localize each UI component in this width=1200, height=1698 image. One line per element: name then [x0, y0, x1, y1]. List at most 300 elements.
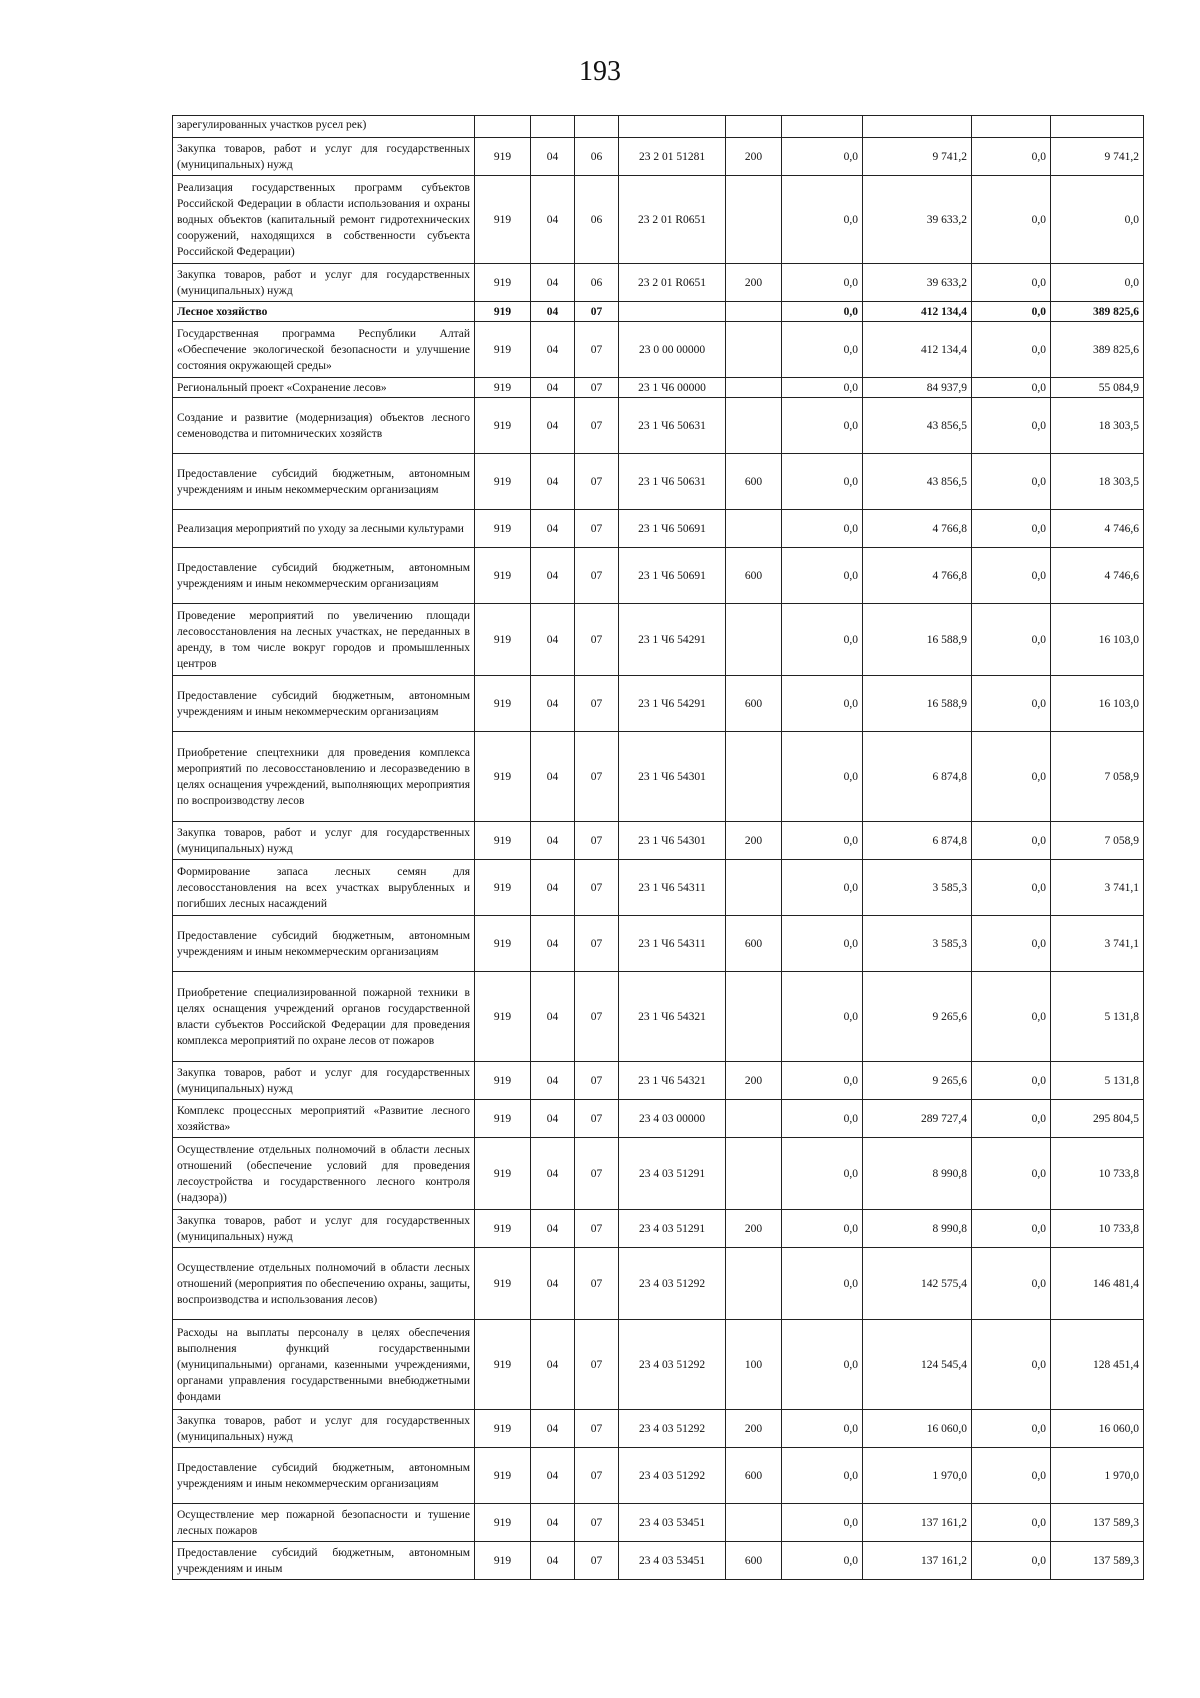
ministry-code-cell: 919 — [475, 676, 531, 732]
row-name-cell: Закупка товаров, работ и услуг для государственных (муниципальных) нужд — [173, 1210, 475, 1248]
amount-cell-4: 4 746,6 — [1051, 548, 1144, 604]
ministry-code-cell: 919 — [475, 138, 531, 176]
amount-cell-3: 0,0 — [972, 1504, 1051, 1542]
row-name-cell: Осуществление мер пожарной безопасности и тушение лесных пожаров — [173, 1504, 475, 1542]
amount-cell-2: 3 585,3 — [863, 860, 972, 916]
expense-type-cell — [726, 116, 782, 138]
target-article-cell: 23 4 03 51292 — [619, 1248, 726, 1320]
ministry-code-cell: 919 — [475, 972, 531, 1062]
target-article-cell: 23 1 Ч6 54301 — [619, 732, 726, 822]
subsection-code-cell: 07 — [575, 1542, 619, 1580]
ministry-code-cell: 919 — [475, 860, 531, 916]
amount-cell-1: 0,0 — [782, 860, 863, 916]
table-row — [173, 1138, 1144, 1210]
amount-cell-3: 0,0 — [972, 1100, 1051, 1138]
table-row — [173, 1504, 1144, 1542]
amount-cell-3: 0,0 — [972, 822, 1051, 860]
subsection-code-cell: 07 — [575, 1448, 619, 1504]
expense-type-cell: 600 — [726, 548, 782, 604]
amount-cell-4: 0,0 — [1051, 264, 1144, 302]
amount-cell-1: 0,0 — [782, 1248, 863, 1320]
section-code-cell: 04 — [531, 822, 575, 860]
target-article-cell: 23 1 Ч6 50631 — [619, 398, 726, 454]
amount-cell-4: 7 058,9 — [1051, 822, 1144, 860]
expense-type-cell: 600 — [726, 1542, 782, 1580]
target-article-cell: 23 4 03 53451 — [619, 1504, 726, 1542]
row-name-cell: Комплекс процессных мероприятий «Развитие лесного хозяйства» — [173, 1100, 475, 1138]
subsection-code-cell: 07 — [575, 676, 619, 732]
subsection-code-cell: 06 — [575, 264, 619, 302]
table-row — [173, 264, 1144, 302]
amount-cell-3: 0,0 — [972, 454, 1051, 510]
table-row — [173, 378, 1144, 398]
table-row — [173, 972, 1144, 1062]
section-code-cell: 04 — [531, 176, 575, 264]
amount-cell-1: 0,0 — [782, 1410, 863, 1448]
amount-cell-4: 295 804,5 — [1051, 1100, 1144, 1138]
target-article-cell: 23 1 Ч6 54311 — [619, 860, 726, 916]
amount-cell-4: 1 970,0 — [1051, 1448, 1144, 1504]
target-article-cell: 23 4 03 51292 — [619, 1448, 726, 1504]
amount-cell-4: 18 303,5 — [1051, 454, 1144, 510]
ministry-code-cell: 919 — [475, 510, 531, 548]
amount-cell-2: 16 588,9 — [863, 676, 972, 732]
ministry-code-cell: 919 — [475, 548, 531, 604]
ministry-code-cell: 919 — [475, 1504, 531, 1542]
ministry-code-cell: 919 — [475, 322, 531, 378]
amount-cell-3: 0,0 — [972, 1138, 1051, 1210]
amount-cell-4: 3 741,1 — [1051, 860, 1144, 916]
amount-cell-4: 0,0 — [1051, 176, 1144, 264]
section-code-cell: 04 — [531, 264, 575, 302]
expense-type-cell — [726, 732, 782, 822]
amount-cell-4: 16 060,0 — [1051, 1410, 1144, 1448]
target-article-cell: 23 1 Ч6 54321 — [619, 1062, 726, 1100]
section-code-cell: 04 — [531, 732, 575, 822]
expense-type-cell: 200 — [726, 138, 782, 176]
table-row — [173, 176, 1144, 264]
section-code-cell: 04 — [531, 398, 575, 454]
expense-type-cell — [726, 1504, 782, 1542]
amount-cell-1: 0,0 — [782, 322, 863, 378]
amount-cell-1: 0,0 — [782, 1542, 863, 1580]
amount-cell-2: 137 161,2 — [863, 1504, 972, 1542]
amount-cell-4: 10 733,8 — [1051, 1210, 1144, 1248]
amount-cell-1: 0,0 — [782, 302, 863, 322]
amount-cell-3: 0,0 — [972, 322, 1051, 378]
target-article-cell: 23 1 Ч6 50631 — [619, 454, 726, 510]
row-name-cell: Региональный проект «Сохранение лесов» — [173, 378, 475, 398]
page-number: 193 — [579, 56, 621, 87]
row-name-cell: Приобретение спецтехники для проведения комплекса мероприятий по лесовосстановлению и лесоразведению в целях оснащения учреждений, выполняющих мероприятия по воспроизводству лесов — [173, 732, 475, 822]
section-code-cell: 04 — [531, 1138, 575, 1210]
ministry-code-cell: 919 — [475, 454, 531, 510]
subsection-code-cell: 07 — [575, 822, 619, 860]
target-article-cell: 23 2 01 R0651 — [619, 264, 726, 302]
amount-cell-3: 0,0 — [972, 732, 1051, 822]
amount-cell-2: 124 545,4 — [863, 1320, 972, 1410]
subsection-code-cell: 07 — [575, 322, 619, 378]
subsection-code-cell: 07 — [575, 1210, 619, 1248]
amount-cell-1: 0,0 — [782, 604, 863, 676]
amount-cell-2: 4 766,8 — [863, 548, 972, 604]
subsection-code-cell: 07 — [575, 972, 619, 1062]
row-name-cell: Предоставление субсидий бюджетным, автономным учреждениям и иным некоммерческим организациям — [173, 454, 475, 510]
expense-type-cell: 600 — [726, 676, 782, 732]
section-code-cell: 04 — [531, 1210, 575, 1248]
amount-cell-4: 128 451,4 — [1051, 1320, 1144, 1410]
amount-cell-4: 7 058,9 — [1051, 732, 1144, 822]
section-code-cell: 04 — [531, 378, 575, 398]
amount-cell-3: 0,0 — [972, 548, 1051, 604]
subsection-code-cell: 07 — [575, 1410, 619, 1448]
ministry-code-cell: 919 — [475, 732, 531, 822]
amount-cell-2: 39 633,2 — [863, 264, 972, 302]
row-name-cell: Предоставление субсидий бюджетным, автономным учреждениям и иным некоммерческим организациям — [173, 1448, 475, 1504]
target-article-cell: 23 4 03 51291 — [619, 1138, 726, 1210]
row-name-cell: Закупка товаров, работ и услуг для государственных (муниципальных) нужд — [173, 822, 475, 860]
row-name-cell: Формирование запаса лесных семян для лесовосстановления на всех участках вырубленных и погибших лесных насаждений — [173, 860, 475, 916]
amount-cell-2: 39 633,2 — [863, 176, 972, 264]
table-row — [173, 860, 1144, 916]
subsection-code-cell: 07 — [575, 604, 619, 676]
subsection-code-cell: 07 — [575, 1248, 619, 1320]
subsection-code-cell: 07 — [575, 378, 619, 398]
amount-cell-3: 0,0 — [972, 1448, 1051, 1504]
amount-cell-2: 16 588,9 — [863, 604, 972, 676]
amount-cell-3: 0,0 — [972, 378, 1051, 398]
ministry-code-cell: 919 — [475, 1100, 531, 1138]
amount-cell-3: 0,0 — [972, 604, 1051, 676]
ministry-code-cell: 919 — [475, 264, 531, 302]
amount-cell-1: 0,0 — [782, 398, 863, 454]
section-code-cell: 04 — [531, 1542, 575, 1580]
subsection-code-cell: 07 — [575, 732, 619, 822]
section-code-cell: 04 — [531, 510, 575, 548]
table-row — [173, 138, 1144, 176]
ministry-code-cell: 919 — [475, 1448, 531, 1504]
section-code-cell: 04 — [531, 676, 575, 732]
expense-type-cell — [726, 860, 782, 916]
amount-cell-1: 0,0 — [782, 972, 863, 1062]
section-code-cell: 04 — [531, 1504, 575, 1542]
ministry-code-cell: 919 — [475, 1248, 531, 1320]
subsection-code-cell: 07 — [575, 1504, 619, 1542]
table-row — [173, 1410, 1144, 1448]
budget-table-body — [173, 116, 1144, 1580]
amount-cell-2 — [863, 116, 972, 138]
amount-cell-1 — [782, 116, 863, 138]
row-name-cell: Закупка товаров, работ и услуг для государственных (муниципальных) нужд — [173, 264, 475, 302]
amount-cell-3: 0,0 — [972, 302, 1051, 322]
amount-cell-1: 0,0 — [782, 138, 863, 176]
amount-cell-2: 289 727,4 — [863, 1100, 972, 1138]
amount-cell-2: 43 856,5 — [863, 398, 972, 454]
target-article-cell: 23 1 Ч6 54311 — [619, 916, 726, 972]
amount-cell-2: 9 265,6 — [863, 1062, 972, 1100]
row-name-cell: Предоставление субсидий бюджетным, автономным учреждениям и иным некоммерческим организациям — [173, 676, 475, 732]
amount-cell-3: 0,0 — [972, 1410, 1051, 1448]
ministry-code-cell: 919 — [475, 1542, 531, 1580]
table-row — [173, 116, 1144, 138]
row-name-cell: Закупка товаров, работ и услуг для государственных (муниципальных) нужд — [173, 138, 475, 176]
amount-cell-4: 146 481,4 — [1051, 1248, 1144, 1320]
amount-cell-4: 137 589,3 — [1051, 1542, 1144, 1580]
amount-cell-2: 142 575,4 — [863, 1248, 972, 1320]
table-row — [173, 1100, 1144, 1138]
table-row — [173, 1448, 1144, 1504]
amount-cell-1: 0,0 — [782, 264, 863, 302]
subsection-code-cell: 07 — [575, 454, 619, 510]
subsection-code-cell: 07 — [575, 398, 619, 454]
target-article-cell: 23 1 Ч6 50691 — [619, 510, 726, 548]
row-name-cell: Предоставление субсидий бюджетным, автономным учреждениям и иным некоммерческим организациям — [173, 548, 475, 604]
ministry-code-cell — [475, 116, 531, 138]
ministry-code-cell: 919 — [475, 302, 531, 322]
row-name-cell: Закупка товаров, работ и услуг для государственных (муниципальных) нужд — [173, 1410, 475, 1448]
section-code-cell: 04 — [531, 916, 575, 972]
amount-cell-1: 0,0 — [782, 510, 863, 548]
expense-type-cell — [726, 398, 782, 454]
section-code-cell: 04 — [531, 860, 575, 916]
table-row — [173, 676, 1144, 732]
amount-cell-2: 6 874,8 — [863, 822, 972, 860]
amount-cell-4: 5 131,8 — [1051, 1062, 1144, 1100]
expense-type-cell: 200 — [726, 1210, 782, 1248]
ministry-code-cell: 919 — [475, 1320, 531, 1410]
amount-cell-3: 0,0 — [972, 510, 1051, 548]
row-name-cell: Осуществление отдельных полномочий в области лесных отношений (обеспечение условий для проведения лесоустройства и государственного лесного контроля (надзора)) — [173, 1138, 475, 1210]
expense-type-cell — [726, 378, 782, 398]
expense-type-cell — [726, 322, 782, 378]
amount-cell-4: 16 103,0 — [1051, 676, 1144, 732]
amount-cell-4 — [1051, 116, 1144, 138]
ministry-code-cell: 919 — [475, 398, 531, 454]
expense-type-cell: 200 — [726, 1410, 782, 1448]
target-article-cell: 23 1 Ч6 54291 — [619, 604, 726, 676]
subsection-code-cell: 07 — [575, 1138, 619, 1210]
amount-cell-1: 0,0 — [782, 1320, 863, 1410]
amount-cell-1: 0,0 — [782, 1504, 863, 1542]
amount-cell-3 — [972, 116, 1051, 138]
expense-type-cell: 600 — [726, 916, 782, 972]
table-row — [173, 548, 1144, 604]
row-name-cell: Создание и развитие (модернизация) объектов лесного семеноводства и питомнических хозяйств — [173, 398, 475, 454]
section-code-cell: 04 — [531, 1410, 575, 1448]
section-code-cell: 04 — [531, 138, 575, 176]
target-article-cell: 23 4 03 53451 — [619, 1542, 726, 1580]
amount-cell-1: 0,0 — [782, 1100, 863, 1138]
section-code-cell: 04 — [531, 548, 575, 604]
target-article-cell: 23 1 Ч6 54301 — [619, 822, 726, 860]
table-row — [173, 454, 1144, 510]
expense-type-cell: 600 — [726, 1448, 782, 1504]
row-name-cell: Реализация мероприятий по уходу за лесными культурами — [173, 510, 475, 548]
amount-cell-4: 389 825,6 — [1051, 302, 1144, 322]
amount-cell-3: 0,0 — [972, 1062, 1051, 1100]
table-row — [173, 1320, 1144, 1410]
table-row — [173, 1248, 1144, 1320]
amount-cell-2: 43 856,5 — [863, 454, 972, 510]
row-name-cell: зарегулированных участков русел рек) — [173, 116, 475, 138]
ministry-code-cell: 919 — [475, 1210, 531, 1248]
target-article-cell — [619, 116, 726, 138]
amount-cell-1: 0,0 — [782, 732, 863, 822]
row-name-cell: Расходы на выплаты персоналу в целях обеспечения выполнения функций государственными (муниципальными) органами, казенными учреждениями, органами управления государственными внебюджетными фондами — [173, 1320, 475, 1410]
amount-cell-3: 0,0 — [972, 138, 1051, 176]
expense-type-cell: 200 — [726, 264, 782, 302]
table-row — [173, 1062, 1144, 1100]
row-name-cell: Закупка товаров, работ и услуг для государственных (муниципальных) нужд — [173, 1062, 475, 1100]
amount-cell-3: 0,0 — [972, 916, 1051, 972]
expense-type-cell — [726, 604, 782, 676]
row-name-cell: Предоставление субсидий бюджетным, автономным учреждениям и иным — [173, 1542, 475, 1580]
amount-cell-2: 1 970,0 — [863, 1448, 972, 1504]
amount-cell-1: 0,0 — [782, 1138, 863, 1210]
amount-cell-2: 16 060,0 — [863, 1410, 972, 1448]
amount-cell-1: 0,0 — [782, 378, 863, 398]
expense-type-cell — [726, 1100, 782, 1138]
subsection-code-cell: 07 — [575, 916, 619, 972]
section-code-cell: 04 — [531, 322, 575, 378]
table-row — [173, 322, 1144, 378]
target-article-cell: 23 1 Ч6 54321 — [619, 972, 726, 1062]
amount-cell-4: 16 103,0 — [1051, 604, 1144, 676]
ministry-code-cell: 919 — [475, 378, 531, 398]
table-row — [173, 1210, 1144, 1248]
amount-cell-1: 0,0 — [782, 1210, 863, 1248]
expense-type-cell: 200 — [726, 822, 782, 860]
ministry-code-cell: 919 — [475, 604, 531, 676]
section-code-cell: 04 — [531, 454, 575, 510]
subsection-code-cell: 07 — [575, 302, 619, 322]
row-name-cell: Государственная программа Республики Алтай «Обеспечение экологической безопасности и улучшение состояния окружающей среды» — [173, 322, 475, 378]
amount-cell-1: 0,0 — [782, 176, 863, 264]
subsection-code-cell: 06 — [575, 176, 619, 264]
row-name-cell: Приобретение специализированной пожарной техники в целях оснащения учреждений органов государственной власти субъектов Российской Федерации для проведения комплекса мероприятий по охране лесов от пожаров — [173, 972, 475, 1062]
amount-cell-3: 0,0 — [972, 1210, 1051, 1248]
amount-cell-2: 8 990,8 — [863, 1138, 972, 1210]
target-article-cell: 23 4 03 00000 — [619, 1100, 726, 1138]
ministry-code-cell: 919 — [475, 822, 531, 860]
table-row — [173, 916, 1144, 972]
target-article-cell: 23 2 01 51281 — [619, 138, 726, 176]
amount-cell-4: 137 589,3 — [1051, 1504, 1144, 1542]
section-code-cell: 04 — [531, 1448, 575, 1504]
amount-cell-4: 3 741,1 — [1051, 916, 1144, 972]
amount-cell-3: 0,0 — [972, 176, 1051, 264]
amount-cell-3: 0,0 — [972, 1320, 1051, 1410]
amount-cell-4: 18 303,5 — [1051, 398, 1144, 454]
table-row — [173, 604, 1144, 676]
expense-type-cell — [726, 972, 782, 1062]
expense-type-cell — [726, 302, 782, 322]
target-article-cell: 23 4 03 51292 — [619, 1410, 726, 1448]
amount-cell-2: 6 874,8 — [863, 732, 972, 822]
table-row — [173, 398, 1144, 454]
subsection-code-cell: 07 — [575, 510, 619, 548]
section-code-cell: 04 — [531, 302, 575, 322]
amount-cell-4: 5 131,8 — [1051, 972, 1144, 1062]
amount-cell-1: 0,0 — [782, 548, 863, 604]
table-row — [173, 1542, 1144, 1580]
target-article-cell: 23 2 01 R0651 — [619, 176, 726, 264]
subsection-code-cell — [575, 116, 619, 138]
amount-cell-4: 9 741,2 — [1051, 138, 1144, 176]
ministry-code-cell: 919 — [475, 1138, 531, 1210]
section-code-cell: 04 — [531, 1320, 575, 1410]
ministry-code-cell: 919 — [475, 1062, 531, 1100]
expense-type-cell — [726, 176, 782, 264]
amount-cell-4: 4 746,6 — [1051, 510, 1144, 548]
subsection-code-cell: 07 — [575, 860, 619, 916]
amount-cell-3: 0,0 — [972, 860, 1051, 916]
target-article-cell — [619, 302, 726, 322]
amount-cell-2: 137 161,2 — [863, 1542, 972, 1580]
target-article-cell: 23 4 03 51291 — [619, 1210, 726, 1248]
section-code-cell: 04 — [531, 604, 575, 676]
subsection-code-cell: 07 — [575, 1100, 619, 1138]
section-code-cell: 04 — [531, 1248, 575, 1320]
expense-type-cell — [726, 1248, 782, 1320]
ministry-code-cell: 919 — [475, 916, 531, 972]
row-name-cell: Проведение мероприятий по увеличению площади лесовосстановления на лесных участках, не переданных в аренду, в том числе вокруг городов и промышленных центров — [173, 604, 475, 676]
row-name-cell: Осуществление отдельных полномочий в области лесных отношений (мероприятия по обеспечению охраны, защиты, воспроизводства и использования лесов) — [173, 1248, 475, 1320]
table-row — [173, 822, 1144, 860]
target-article-cell: 23 4 03 51292 — [619, 1320, 726, 1410]
amount-cell-3: 0,0 — [972, 972, 1051, 1062]
table-row — [173, 510, 1144, 548]
amount-cell-2: 4 766,8 — [863, 510, 972, 548]
amount-cell-1: 0,0 — [782, 916, 863, 972]
amount-cell-4: 55 084,9 — [1051, 378, 1144, 398]
section-code-cell: 04 — [531, 1100, 575, 1138]
subsection-code-cell: 07 — [575, 1062, 619, 1100]
amount-cell-3: 0,0 — [972, 398, 1051, 454]
ministry-code-cell: 919 — [475, 1410, 531, 1448]
expense-type-cell: 100 — [726, 1320, 782, 1410]
section-code-cell: 04 — [531, 1062, 575, 1100]
amount-cell-2: 9 265,6 — [863, 972, 972, 1062]
row-name-cell: Лесное хозяйство — [173, 302, 475, 322]
amount-cell-3: 0,0 — [972, 676, 1051, 732]
amount-cell-4: 389 825,6 — [1051, 322, 1144, 378]
expense-type-cell: 200 — [726, 1062, 782, 1100]
subsection-code-cell: 07 — [575, 1320, 619, 1410]
section-code-cell — [531, 116, 575, 138]
expense-type-cell: 600 — [726, 454, 782, 510]
amount-cell-1: 0,0 — [782, 676, 863, 732]
expense-type-cell — [726, 510, 782, 548]
amount-cell-3: 0,0 — [972, 1542, 1051, 1580]
amount-cell-1: 0,0 — [782, 1062, 863, 1100]
amount-cell-2: 412 134,4 — [863, 302, 972, 322]
ministry-code-cell: 919 — [475, 176, 531, 264]
target-article-cell: 23 1 Ч6 54291 — [619, 676, 726, 732]
table-row — [173, 302, 1144, 322]
amount-cell-2: 84 937,9 — [863, 378, 972, 398]
amount-cell-1: 0,0 — [782, 822, 863, 860]
amount-cell-1: 0,0 — [782, 454, 863, 510]
budget-table — [172, 115, 1144, 1580]
subsection-code-cell: 06 — [575, 138, 619, 176]
amount-cell-1: 0,0 — [782, 1448, 863, 1504]
section-code-cell: 04 — [531, 972, 575, 1062]
expense-type-cell — [726, 1138, 782, 1210]
amount-cell-2: 3 585,3 — [863, 916, 972, 972]
row-name-cell: Предоставление субсидий бюджетным, автономным учреждениям и иным некоммерческим организациям — [173, 916, 475, 972]
row-name-cell: Реализация государственных программ субъектов Российской Федерации в области использования и охраны водных объектов (капитальный ремонт гидротехнических сооружений, находящихся в собственности субъекта Российской Федерации) — [173, 176, 475, 264]
